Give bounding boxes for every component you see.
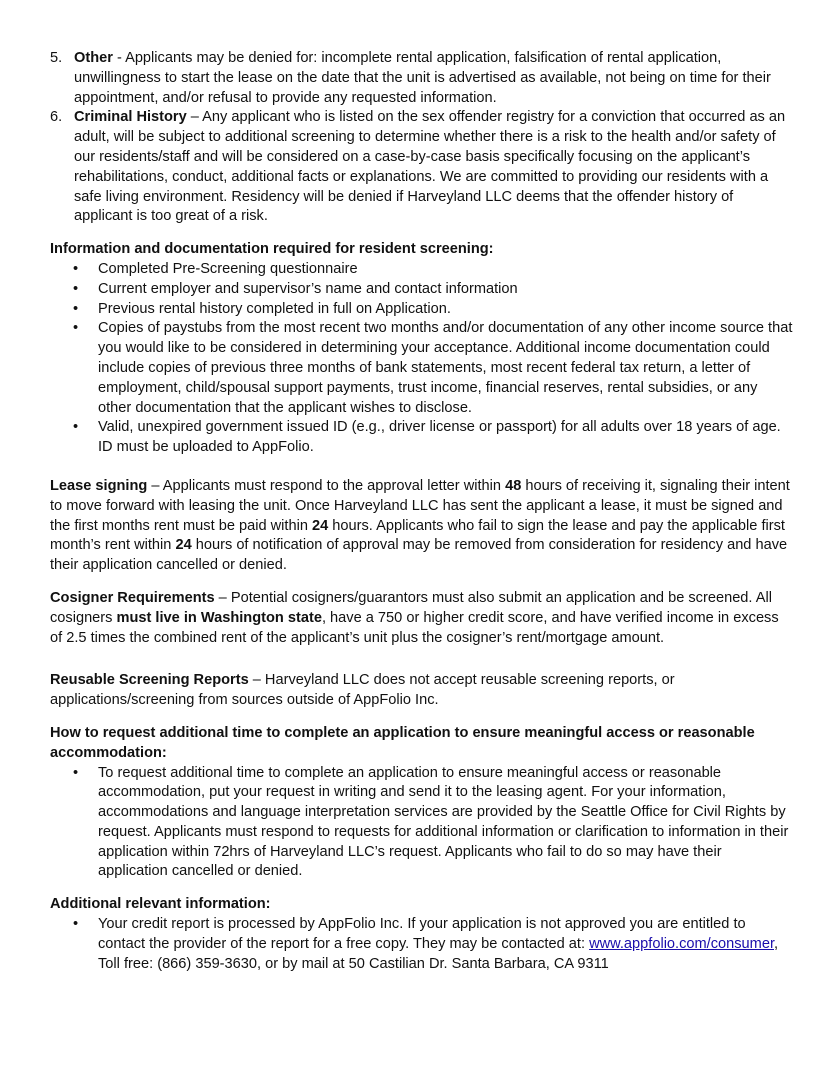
docs-heading: Information and documentation required for resident screening: — [50, 241, 494, 258]
bullet-icon: • — [73, 916, 79, 933]
cosigner-paragraph: Cosigner Requirements – Potential cosigners/guarantors must also submit an application and be screened. All cosigners must live in Washington state, have a 750 or higher credit score, and have verified income in excess of 2.5 times the combined rent of the applicant’s unit plus the cosigner’s rent/mortgage amount. — [50, 589, 779, 646]
policy-item-other — [50, 49, 794, 108]
item-number: 6. — [50, 109, 63, 126]
policy-numbered-list — [50, 49, 794, 227]
bullet-icon: • — [73, 320, 79, 337]
item-text: - Applicants may be denied for: incomplete rental application, falsification of rental application, unwillingness to start the lease on the date that the unit is advertised as available, not being on time for their appointment, and/or refusal to provide any requested information. — [74, 50, 771, 106]
list-item: • Copies of paystubs from the most recent two months and/or documentation of any other income source that you would like to be considered in determining your acceptance. Additional income documentation could include copies of previous three months of bank statements, most recent federal tax return, a letter of employment, child/spousal support payments, trust income, financial reserves, rental subsidies, or any other documentation that the applicant wishes to disclose. — [73, 320, 793, 416]
additional-time-heading: How to request additional time to complete an application to ensure meaningful access or reasonable accommodation: — [50, 724, 755, 761]
appfolio-consumer-link[interactable]: www.appfolio.com/consumer — [589, 935, 774, 952]
list-item: • Completed Pre-Screening questionnaire — [98, 260, 794, 280]
docs-list — [50, 260, 794, 458]
item-text: – Any applicant who is listed on the sex offender registry for a conviction that occurred as an adult, will be subject to additional screening to determine whether there is a risk to the health and/or safety of our residents/staff and will be considered on a case-by-case basis specifically focusing on the applicant’s rehabilitations, conduct, additional facts or explanations. We are committed to providing our residents with a safe living environment. Residency will be denied if Harveyland LLC deems that the offender history of applicant is too great of a risk. — [74, 109, 786, 225]
list-item: • Valid, unexpired government issued ID (e.g., driver license or passport) for all adults over 18 years of age. ID must be uploaded to AppFolio. — [73, 419, 781, 456]
lease-signing-paragraph: Lease signing – Applicants must respond to the approval letter within 48 hours of receiving it, signaling their intent to move forward with leasing the unit. Once Harveyland LLC has sent the applicant a lease, it must be signed and the first months rent must be paid within 24 hours. Applicants who fail to sign the lease and pay the applicable first month’s rent within 24 hours of notification of approval may be removed from consideration for residency and have their application cancelled or denied. — [50, 477, 790, 574]
section-title: Cosigner Requirements — [50, 589, 215, 606]
list-item: • Previous rental history completed in full on Application. — [98, 300, 794, 320]
list-item: • Your credit report is processed by AppFolio Inc. If your application is not approved you are entitled to contact the provider of the report for a free copy. They may be contacted at: www.appfolio.com/consumer, Toll free: (866) 359-3630, or by mail at 50 Castilian Dr. Santa Barbara, CA 9311 — [73, 916, 779, 972]
item-title: Criminal History — [74, 109, 187, 126]
reusable-reports-paragraph: Reusable Screening Reports – Harveyland LLC does not accept reusable screening reports, or applications/screening from sources outside of AppFolio Inc. — [50, 672, 675, 709]
additional-time-list — [50, 764, 794, 883]
bullet-icon: • — [73, 260, 79, 277]
list-item: • Current employer and supervisor’s name and contact information — [98, 280, 794, 300]
item-number: 5. — [50, 50, 63, 66]
bullet-icon: • — [73, 300, 79, 317]
relevant-info-heading: Additional relevant information: — [50, 896, 271, 913]
policy-item-criminal-history — [50, 108, 794, 227]
relevant-info-list — [50, 915, 794, 974]
list-item: • To request additional time to complete an application to ensure meaningful access or reasonable accommodation, put your request in writing and send it to the leasing agent. For your information, accommodations and language interpretation services are provided by the Seattle Office for Civil Rights by request. Applicants must respond to requests for additional information or clarification to information in their application within 72hrs of Harveyland LLC’s request. Applicants who fail to do so may have their application cancelled or denied. — [73, 764, 789, 880]
bullet-icon: • — [73, 764, 79, 781]
section-title: Reusable Screening Reports — [50, 672, 249, 689]
item-title: Other — [74, 50, 113, 66]
bullet-icon: • — [73, 419, 79, 436]
bullet-icon: • — [73, 280, 79, 297]
section-title: Lease signing — [50, 477, 148, 494]
